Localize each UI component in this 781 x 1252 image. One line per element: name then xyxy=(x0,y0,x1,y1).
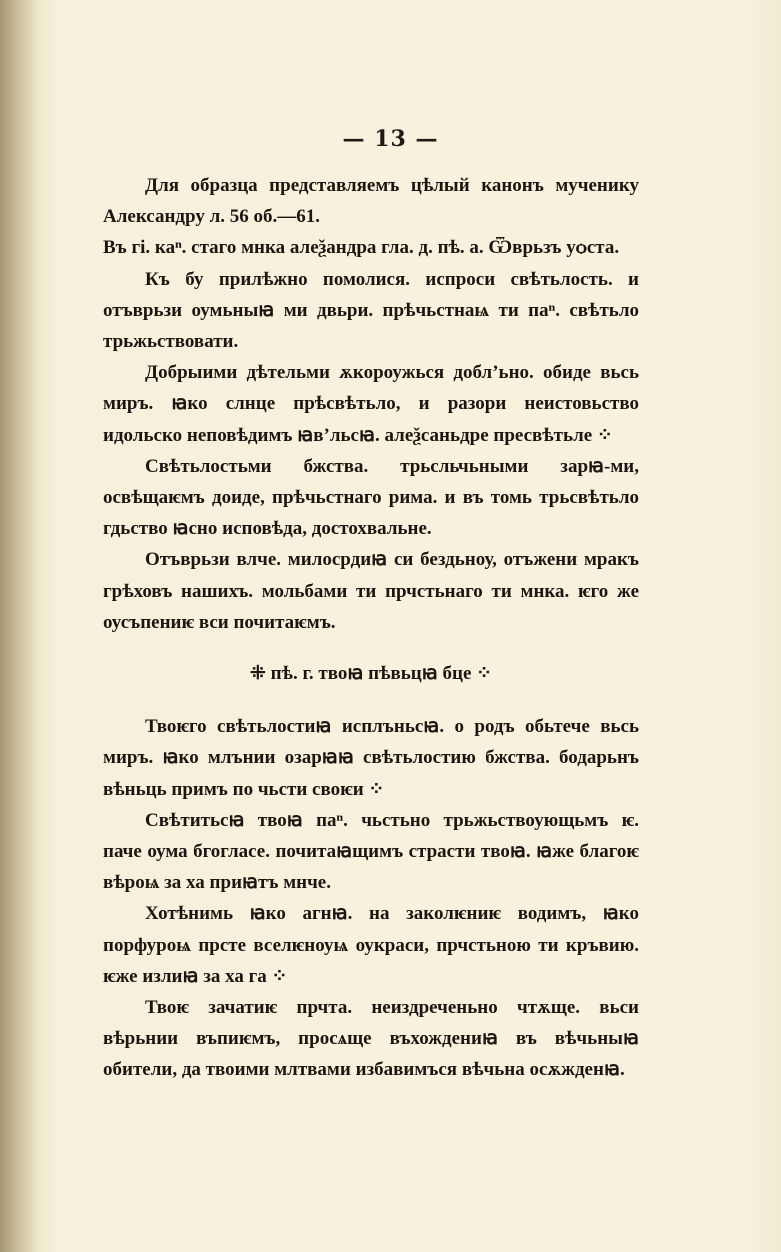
paragraph-troparion-5: Твоѥго свѣтьлостиꙗ исплъньсꙗ. о родъ обьтече вьсь миръ. ꙗко млънии озарꙗꙗ свѣтьлостию бжства. бодарьнъ вѣньць примъ по чьсти своѥи ⁘ xyxy=(103,716,639,800)
paragraph-troparion-3: Свѣтьлостьми бжства. трьсльчьными зарꙗ-ми, освѣщаѥмъ доиде, прѣчьстнаго рима. и въ томь трьсвѣтьло гдьство ꙗсно исповѣда, достохвальне. xyxy=(103,455,639,540)
paragraph-troparion-1: Къ бу прилѣжно помолися. испроси свѣтьлость. и отъврьзи оумьныꙗ ми двьри. прѣчьстнаѩ ти паⁿ. свѣтьло трьжьствовати. xyxy=(103,268,639,353)
binding-gutter xyxy=(0,0,40,1252)
paragraph-intro: Для образца представляемъ цѣлый канонъ мученику Александру л. 56 об.—61. xyxy=(103,175,639,228)
paragraph-troparion-7: Хотѣнимь ꙗко агнꙗ. на заколѥниѥ водимъ, ꙗко порфуроѩ прсте вселѥноуѩ оукраси, прчстьною ти кръвию. ѥже излиꙗ за ха га ⁘ xyxy=(103,903,639,987)
paragraph-canon-title: Въ гі. каⁿ. стаго мнка алеѯандра гла. д. пѣ. а. Ѿврьзъ уѻста. xyxy=(103,237,620,259)
paragraph-troparion-8: Твоѥ зачатиѥ прчта. неиздреченьно чтѫще. вьси вѣрьнии въпиѥмъ, просѧще въхождениꙗ въ вѣчьныꙗ обители, да твоими млтвами избавимъся вѣчьна осѫжденꙗ. xyxy=(103,997,639,1081)
ode-heading: ⁜ пѣ. г. твоꙗ пѣвьцꙗ бце ⁘ xyxy=(249,663,493,685)
page-number: — 13 — xyxy=(342,126,439,152)
main-text xyxy=(103,170,639,1086)
paragraph-troparion-6: Свѣтитьсꙗ твоꙗ паⁿ. чьстьно трьжьствоующьмъ ѥ. паче оума бгогласе. почитаꙗщимъ страсти твоꙗ. ꙗже благоѥ вѣроѩ за ха приꙗтъ мнче. xyxy=(103,809,639,894)
paragraph-troparion-4: Отъврьзи влче. милосрдиꙗ си бездьноу, отъжени мракъ грѣховъ нашихъ. мольбами ти прчстьнаго ти мнка. ѥго же оусъпениѥ вси почитаѥмъ. xyxy=(103,549,639,633)
paragraph-troparion-2: Добрыими дѣтельми ѫкороужься доблʼьно. обиде вьсь миръ. ꙗко слнце прѣсвѣтьло, и разори неистовьство идольско неповѣдимъ ꙗвʼльсꙗ. алеѯсаньдре пресвѣтьле ⁘ xyxy=(103,362,639,446)
